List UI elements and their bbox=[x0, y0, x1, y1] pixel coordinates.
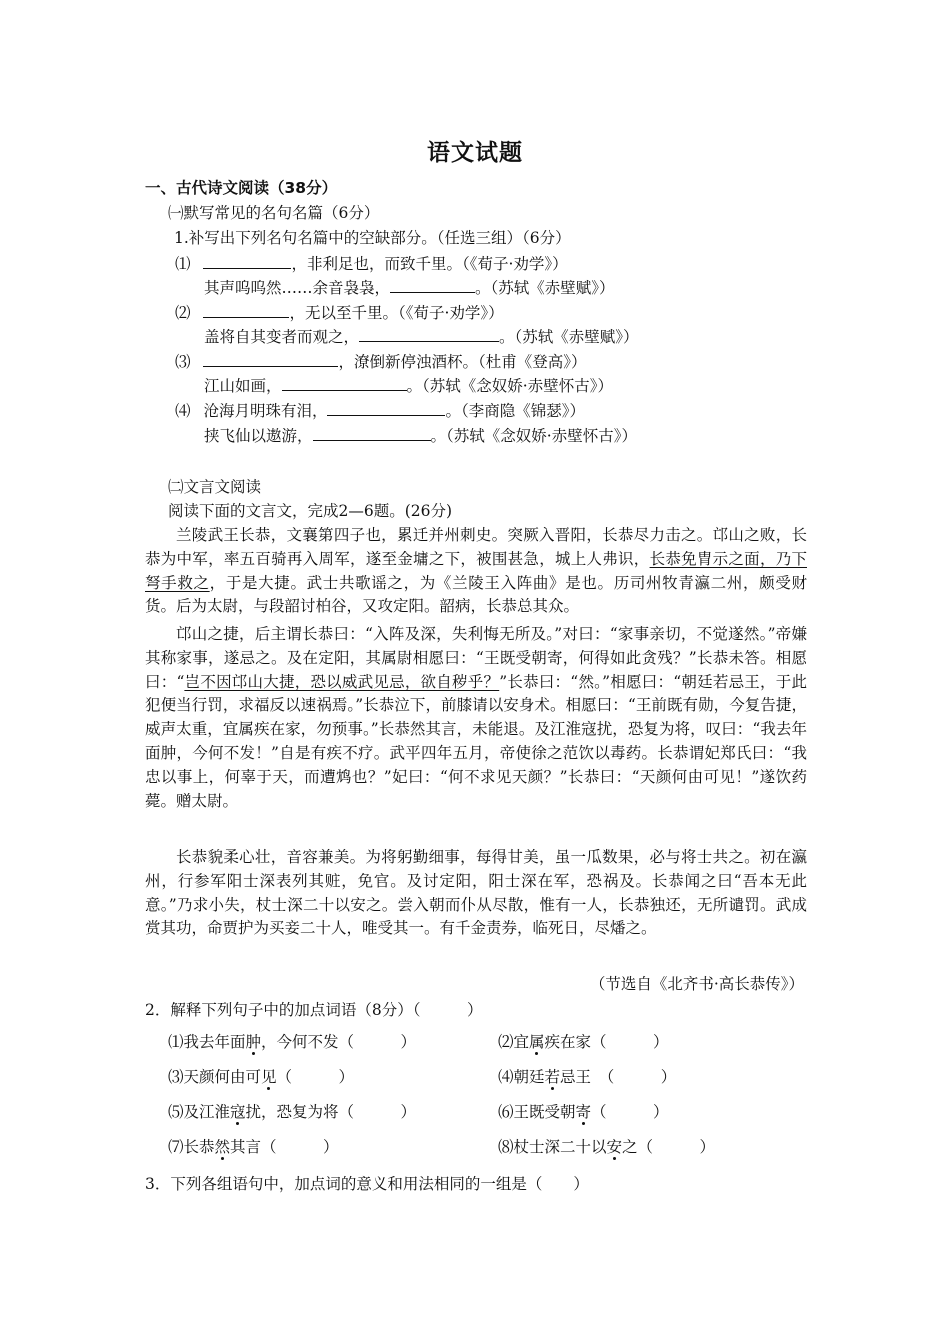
dotted-word: 属 bbox=[529, 1030, 545, 1052]
q2-item-4: ⑷朝廷若忌王 （ ） bbox=[498, 1065, 676, 1087]
dotted-word: 安 bbox=[607, 1135, 623, 1157]
item-text: 。（苏轼《念奴娇·赤壁怀古》） bbox=[406, 377, 613, 395]
item-text: 沧海月明珠有泪， bbox=[203, 402, 328, 420]
fill-blank[interactable] bbox=[313, 425, 431, 441]
item-number: ⑵ bbox=[175, 304, 191, 322]
passage-text: 兰陵武王长恭，文襄第四子也，累迁并州刺史。突厥入晋阳，长恭尽力击之。邙山之败，长恭为中军，率五百骑再入周军，遂至金墉之下，被围甚急，城上人弗识， bbox=[145, 526, 807, 568]
fill-blank[interactable] bbox=[203, 302, 289, 318]
underlined-sentence: 岂不因邙山大捷，恐以威武见忌，欲自秽乎？ bbox=[184, 672, 500, 691]
item-text: 江山如画， bbox=[204, 377, 282, 395]
dotted-word: 寇 bbox=[230, 1100, 246, 1122]
fill-item-2-line1 bbox=[175, 302, 504, 323]
fill-blank[interactable] bbox=[327, 400, 445, 416]
item-number: ⑴ bbox=[175, 255, 191, 273]
fill-blank[interactable] bbox=[203, 253, 291, 269]
passage-source: （节选自《北齐书·高长恭传》） bbox=[589, 975, 804, 993]
item-text: 其声呜呜然……余音袅袅， bbox=[204, 279, 391, 297]
section-heading: 一、古代诗文阅读（38分） bbox=[145, 179, 338, 197]
item-text: 。（苏轼《赤壁赋》） bbox=[475, 279, 615, 297]
item-number: ⑶ bbox=[175, 353, 191, 371]
fill-item-1-line1 bbox=[175, 253, 568, 274]
passage-text: ”长恭曰：“然。”相愿曰：“朝廷若忌王，于此犯便当行罚，求福反以速祸焉。”长恭泣下，前膝请以安身术。相愿曰：“王前既有勋，今复告捷，威声太重，宜属疾在家，勿预事。”长恭然其言，未能退。及江淮寇扰，恐复为将，叹曰：“我去年面肿，今何不发！”自是有疾不疗。武平四年五月，帝使徐之范饮以毒药。长恭谓妃郑氏曰：“我忠以事上，何辜于天，而遭鸩也？”妃曰：“何不求见天颜？”长恭曰：“天颜何由可见！”遂饮药薨。赠太尉。 bbox=[145, 672, 807, 810]
passage-text: 邙山之捷，后主谓长恭曰：“入阵及深，失利悔无所及。”对曰：“家事亲切，不觉遂然。”帝嫌其称家事，遂忌之。及在定阳，其属尉相愿曰：“王既受朝寄，何得如此贪残？”长恭未答。相愿曰：“ bbox=[145, 625, 807, 691]
passage-paragraph-1 bbox=[145, 524, 807, 619]
question1-heading: 1.补写出下列名句名篇中的空缺部分。（任选三组）（6分） bbox=[174, 229, 571, 247]
fill-blank[interactable] bbox=[390, 277, 475, 293]
fill-item-2-line2 bbox=[204, 326, 639, 347]
fill-item-3-line2 bbox=[204, 375, 613, 396]
item-text: ，非利足也，而致千里。（《荀子·劝学》） bbox=[291, 255, 568, 273]
fill-blank[interactable] bbox=[359, 326, 499, 342]
dotted-word: 若 bbox=[545, 1065, 561, 1087]
item-text: 。（李商隐《锦瑟》） bbox=[445, 402, 585, 420]
passage-paragraph-2 bbox=[145, 623, 807, 813]
fill-item-4-line1 bbox=[175, 400, 585, 421]
item-number: ⑷ bbox=[175, 402, 191, 420]
dotted-word: 然 bbox=[215, 1135, 231, 1157]
q2-item-6: ⑹王既受朝寄（ ） bbox=[498, 1100, 669, 1122]
q2-item-8: ⑻杖士深二十以安之（ ） bbox=[498, 1135, 715, 1157]
q2-item-3: ⑶天颜何由可见（ ） bbox=[168, 1065, 354, 1087]
page-title: 语文试题 bbox=[427, 140, 523, 166]
item-text: ，无以至千里。（《荀子·劝学》） bbox=[289, 304, 504, 322]
fill-item-4-line2 bbox=[204, 425, 637, 446]
q2-item-1: ⑴我去年面肿，今何不发（ ） bbox=[168, 1030, 416, 1052]
question2-heading: 2．解释下列句子中的加点词语（8分）（ ） bbox=[145, 1001, 483, 1019]
part2-intro: 阅读下面的文言文，完成2—6题。(26分) bbox=[168, 502, 453, 520]
q2-item-7: ⑺长恭然其言（ ） bbox=[168, 1135, 339, 1157]
fill-item-3-line1 bbox=[175, 351, 586, 372]
item-text: 盖将自其变者而观之， bbox=[204, 328, 360, 346]
item-text: ，潦倒新停浊酒杯。（杜甫《登高》） bbox=[338, 353, 587, 371]
q2-item-5: ⑸及江淮寇扰，恐复为将（ ） bbox=[168, 1100, 416, 1122]
dotted-word: 寄 bbox=[576, 1100, 592, 1122]
fill-blank[interactable] bbox=[203, 351, 338, 367]
part1-heading: ㈠默写常见的名句名篇（6分） bbox=[168, 204, 380, 222]
underlined-sentence: 长恭免胄示之面，乃下弩手救之 bbox=[145, 549, 807, 592]
fill-blank[interactable] bbox=[282, 375, 407, 391]
item-text: 。（苏轼《念奴娇·赤壁怀古》） bbox=[430, 427, 637, 445]
part2-heading: ㈡文言文阅读 bbox=[168, 478, 262, 496]
fill-item-1-line2 bbox=[204, 277, 615, 298]
passage-text: ，于是大捷。武士共歌谣之，为《兰陵王入阵曲》是也。历司州牧青瀛二州，颇受财货。后为太尉，与段韶讨柏谷，又攻定阳。韶病，长恭总其众。 bbox=[145, 573, 807, 616]
item-text: 。（苏轼《赤壁赋》） bbox=[499, 328, 639, 346]
dotted-word: 肿 bbox=[246, 1030, 262, 1052]
q2-item-2: ⑵宜属疾在家（ ） bbox=[498, 1030, 669, 1052]
question3-heading: 3．下列各组语句中，加点词的意义和用法相同的一组是（ ） bbox=[145, 1175, 589, 1193]
dotted-word: 见 bbox=[261, 1065, 277, 1087]
passage-paragraph-3: 长恭貌柔心壮，音容兼美。为将躬勤细事，每得甘美，虽一瓜数果，必与将士共之。初在瀛州，行参军阳士深表列其赃，免官。及讨定阳，阳士深在军，恐祸及。长恭闻之曰“吾本无此意。”乃求小失，杖士深二十以安之。尝入朝而仆从尽散，惟有一人，长恭独还，无所谴罚。武成赏其功，命贾护为买妾二十人，唯受其一。有千金责券，临死日，尽燔之。 bbox=[145, 848, 807, 938]
item-text: 挟飞仙以遨游， bbox=[204, 427, 313, 445]
